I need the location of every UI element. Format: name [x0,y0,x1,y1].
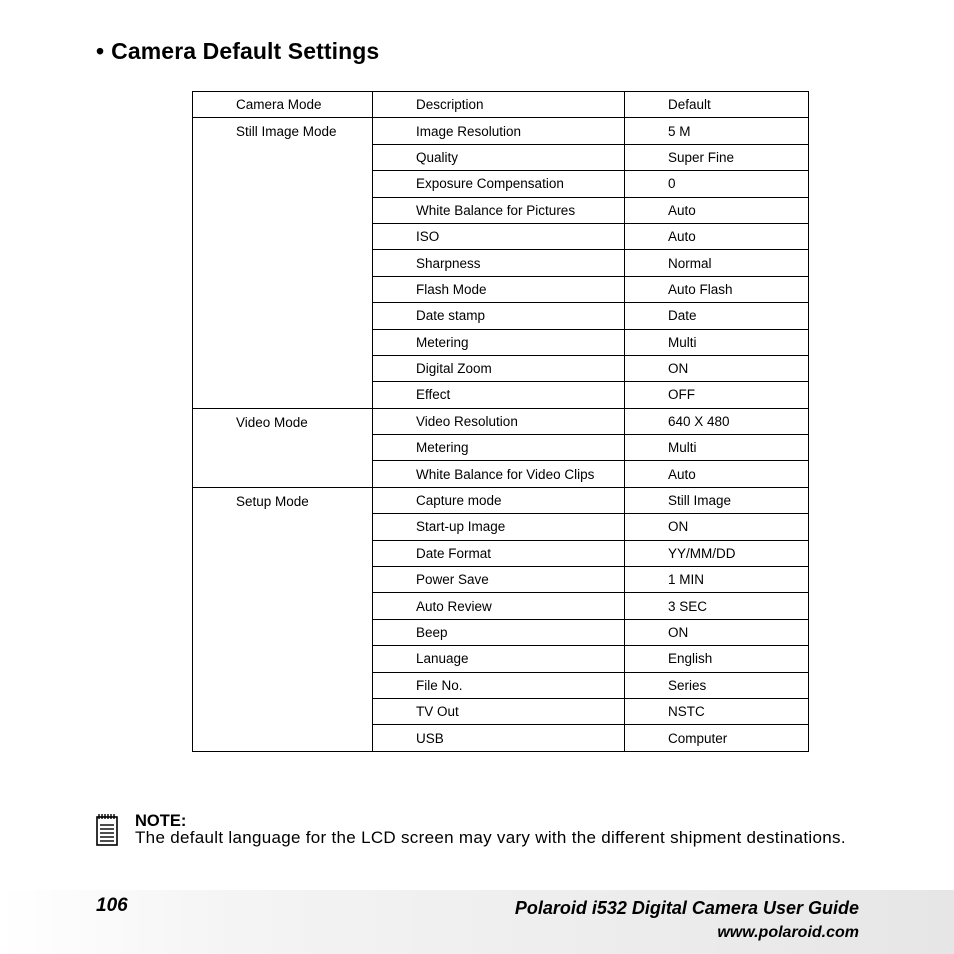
description-cell: Date Format [373,540,625,566]
default-value-cell: English [625,646,809,672]
description-cell: Power Save [373,567,625,593]
default-settings-table [192,91,809,752]
description-cell: Lanuage [373,646,625,672]
title-bullet: • [96,38,105,64]
default-value-cell: Multi [625,329,809,355]
title-text: Camera Default Settings [111,38,380,64]
notepad-icon [96,813,118,847]
default-value-cell: Computer [625,725,809,751]
default-value-cell: 3 SEC [625,593,809,619]
default-value-cell: 640 X 480 [625,408,809,434]
website-link[interactable]: www.polaroid.com [717,924,859,941]
description-cell: Video Resolution [373,408,625,434]
default-value-cell: Series [625,672,809,698]
description-cell: Exposure Compensation [373,171,625,197]
default-value-cell: Super Fine [625,144,809,170]
description-cell: Start-up Image [373,514,625,540]
description-cell: Metering [373,435,625,461]
note-label: NOTE: [135,812,187,830]
guide-title: Polaroid i532 Digital Camera User Guide [514,898,859,918]
description-cell: TV Out [373,698,625,724]
default-value-cell: 5 M [625,118,809,144]
description-cell: Quality [373,144,625,170]
table-header-row [193,92,809,118]
camera-mode-cell: Setup Mode [193,487,373,751]
default-value-cell: Normal [625,250,809,276]
column-header: Default [625,92,809,118]
description-cell: Flash Mode [373,276,625,302]
default-value-cell: ON [625,355,809,381]
description-cell: Date stamp [373,303,625,329]
default-value-cell: Multi [625,435,809,461]
note-text: The default language for the LCD screen may vary with the different shipment destinations. [135,828,846,847]
description-cell: File No. [373,672,625,698]
description-cell: USB [373,725,625,751]
description-cell: Metering [373,329,625,355]
table-row [193,487,809,513]
default-value-cell: Still Image [625,487,809,513]
column-header: Camera Mode [193,92,373,118]
description-cell: White Balance for Pictures [373,197,625,223]
description-cell: Sharpness [373,250,625,276]
default-value-cell: 1 MIN [625,567,809,593]
description-cell: White Balance for Video Clips [373,461,625,487]
page-title [96,38,379,65]
description-cell: Effect [373,382,625,408]
table-row [193,118,809,144]
description-cell: Beep [373,619,625,645]
column-header: Description [373,92,625,118]
description-cell: Digital Zoom [373,355,625,381]
camera-mode-cell: Video Mode [193,408,373,487]
description-cell: Auto Review [373,593,625,619]
default-value-cell: ON [625,514,809,540]
default-value-cell: ON [625,619,809,645]
default-value-cell: Auto [625,461,809,487]
default-value-cell: NSTC [625,698,809,724]
default-value-cell: Auto Flash [625,276,809,302]
default-value-cell: OFF [625,382,809,408]
page-number: 106 [96,895,128,916]
default-value-cell: Auto [625,197,809,223]
default-value-cell: 0 [625,171,809,197]
table-row [193,408,809,434]
description-cell: ISO [373,223,625,249]
default-value-cell: Auto [625,223,809,249]
default-value-cell: Date [625,303,809,329]
camera-mode-cell: Still Image Mode [193,118,373,408]
default-value-cell: YY/MM/DD [625,540,809,566]
description-cell: Image Resolution [373,118,625,144]
description-cell: Capture mode [373,487,625,513]
